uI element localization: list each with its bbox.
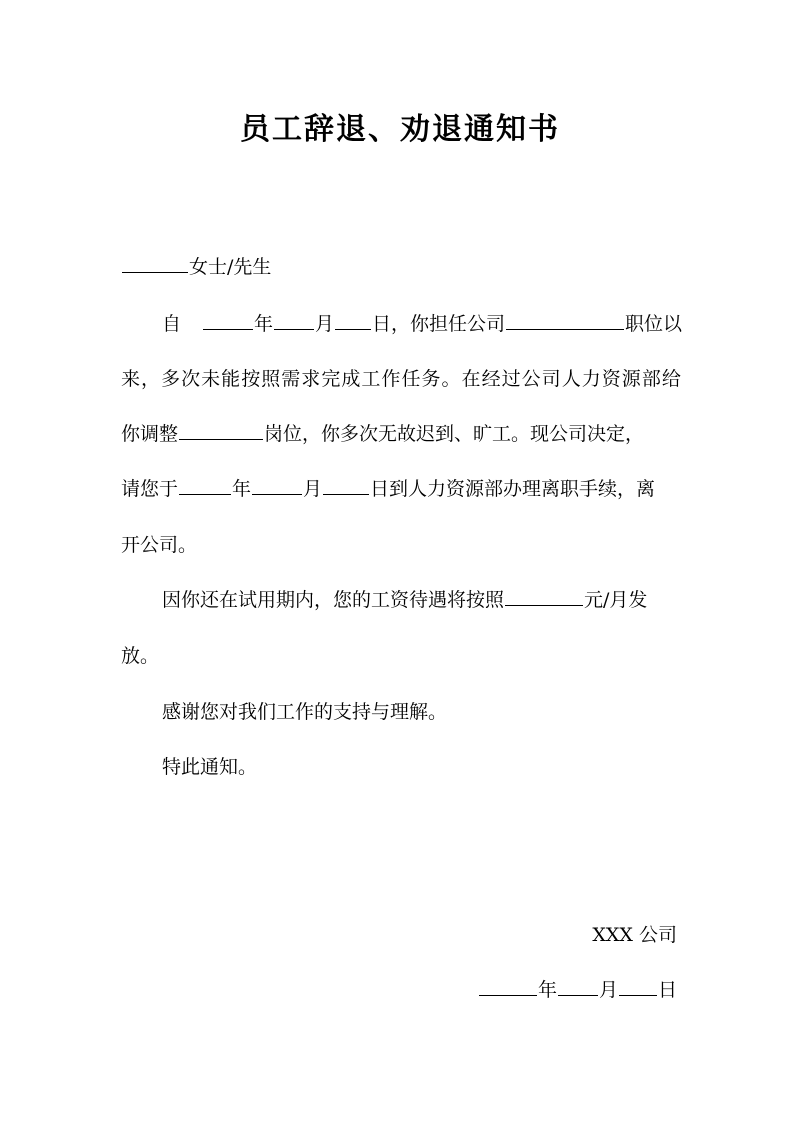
- leave-day-blank: [323, 474, 369, 495]
- start-month-blank: [274, 309, 314, 330]
- para1-line2: 来 ， 多 次 未 能 按 照 需 求 完 成 工 作 任 务 。 在 经 过 公 司 人 力 资 源 部 给: [121, 368, 681, 390]
- salutation-text: 女士/先生: [189, 256, 272, 278]
- para2-line1: [162, 585, 682, 615]
- para2-line2: 放。: [121, 645, 160, 667]
- sign-month-blank: [558, 975, 598, 996]
- start-year-blank: [203, 309, 253, 330]
- para1-leave-nian: 年: [232, 478, 252, 500]
- para1-line3: [121, 419, 681, 449]
- salary-blank: [505, 585, 583, 606]
- signature-company: XXX 公司: [592, 924, 677, 946]
- para1-gangwei: 岗位，你多次无故迟到、旷工。现公司决定，: [264, 423, 645, 445]
- para1-leave-yue: 月: [303, 478, 323, 500]
- para1-line3-content: [121, 419, 644, 449]
- sign-year-blank: [479, 975, 537, 996]
- signature-date: [121, 975, 677, 1005]
- para1-nitiaozheng: 你调整: [121, 423, 179, 445]
- leave-year-blank: [179, 474, 231, 495]
- para1-zhiwei: 职位以: [624, 313, 682, 335]
- para1-yue: 月: [314, 313, 334, 335]
- position-blank: [506, 309, 624, 330]
- para3-line: 感谢您对我们工作的支持与理解。: [162, 701, 448, 723]
- para1-ri-end: 日到人力资源部办理离职手续，离: [370, 478, 656, 500]
- para1-line1: [162, 309, 682, 339]
- para1-line5: 开公司。: [121, 534, 198, 556]
- name-blank: [122, 252, 188, 273]
- adjusted-position-blank: [179, 419, 263, 440]
- para1-nian: 年: [253, 313, 273, 335]
- para1-line4: [121, 474, 681, 504]
- para2-end: 元/月发: [584, 589, 648, 611]
- para1-date-group: [202, 309, 682, 339]
- para1-zi: 自: [162, 313, 182, 335]
- sign-day-blank: [619, 975, 657, 996]
- sign-ri: 日: [657, 979, 677, 1001]
- sign-nian: 年: [537, 979, 557, 1001]
- salutation-line: [121, 252, 681, 282]
- sign-yue: 月: [598, 979, 618, 1001]
- start-day-blank: [335, 309, 371, 330]
- leave-month-blank: [252, 474, 302, 495]
- para2-start: 因你还在试用期内，您的工资待遇将按照: [162, 589, 505, 611]
- para1-qingninyu: 请您于: [121, 478, 179, 500]
- para4-line: 特此通知。: [162, 756, 258, 778]
- page-title: 员工辞退、劝退通知书: [240, 112, 560, 147]
- para1-ri: 日，你担任公司: [371, 313, 505, 335]
